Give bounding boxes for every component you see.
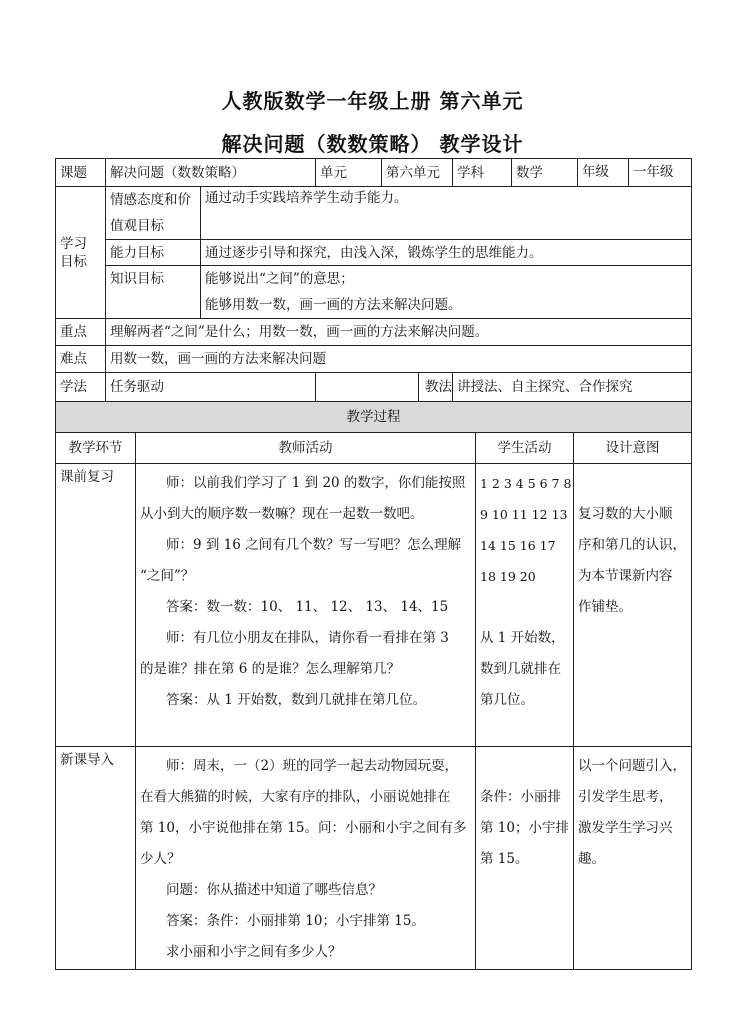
- study-method-label: 学法: [56, 373, 106, 402]
- review-row: [56, 464, 692, 747]
- intent-line: 为本节课新内容: [578, 568, 673, 584]
- methods-row: [56, 373, 692, 402]
- teacher-line: 答案：条件：小丽排第 10；小宇排第 15。: [166, 913, 425, 929]
- emotion-label-line2: 值观目标: [110, 218, 164, 234]
- info-table: [55, 158, 692, 402]
- teacher-line: 求小丽和小宇之间有多少人？: [166, 944, 342, 960]
- student-line: 18 19 20: [480, 569, 536, 584]
- student-activity-review: [476, 464, 574, 747]
- process-title-row: [56, 402, 692, 433]
- intent-line: 序和第几的认识，: [578, 537, 686, 553]
- difficulty-row: [56, 346, 692, 373]
- teacher-line: 答案：数一数：10、 11、 12、 13、 14、15: [166, 599, 449, 615]
- intent-line: 激发学生学习兴: [578, 820, 673, 836]
- emotion-label-line1: 情感态度和价: [110, 192, 191, 208]
- student-line: 数到几就排在: [480, 661, 561, 677]
- student-line: 9 10 11 12 13: [480, 507, 568, 522]
- emotion-label: [106, 187, 201, 240]
- keypoint-text: 理解两者“之间”是什么；用数一数，画一画的方法来解决问题。: [106, 319, 692, 346]
- intent-line: 趣。: [578, 851, 605, 867]
- intent-line: 作铺垫。: [578, 599, 632, 615]
- objectives-label-line1: 学习: [60, 235, 87, 252]
- header-student: 学生活动: [476, 433, 574, 464]
- student-line: 第 10；小宇排: [480, 820, 569, 836]
- topic-value: 解决问题（数数策略）: [106, 159, 316, 187]
- difficulty-text: 用数一数，画一画的方法来解决问题: [106, 346, 692, 373]
- student-line: 1 2 3 4 5 6 7 8: [480, 476, 572, 491]
- teacher-activity-review: [136, 464, 476, 747]
- stage-review: 课前复习: [56, 464, 136, 747]
- ability-text: 通过逐步引导和探究，由浅入深，锻炼学生的思维能力。: [201, 240, 692, 266]
- objectives-label-line2: 目标: [60, 253, 87, 270]
- process-title: 教学过程: [56, 402, 692, 433]
- teach-method-cell: [316, 373, 453, 402]
- ability-objective-row: [56, 240, 692, 266]
- intro-row: [56, 747, 692, 970]
- design-intent-review: [574, 464, 692, 747]
- teach-method-value: 讲授法、自主探究、合作探究: [453, 373, 692, 402]
- stage-intro: 新课导入: [56, 747, 136, 970]
- subject-label: 学科: [453, 159, 512, 187]
- teacher-activity-intro: [136, 747, 476, 970]
- teacher-line: 师：以前我们学习了 1 到 20 的数字，你们能按照: [166, 475, 466, 491]
- teacher-line: 师：有几位小朋友在排队，请你看一看排在第 3: [166, 630, 449, 646]
- emotion-objective-row: [56, 187, 692, 240]
- topic-row: [56, 159, 692, 187]
- keypoint-label: 重点: [56, 319, 106, 346]
- intent-line: 引发学生思考，: [578, 789, 673, 805]
- unit-value: 第六单元: [382, 159, 453, 187]
- knowledge-objective-row: [56, 266, 692, 319]
- student-line: 14 15 16 17: [480, 538, 556, 553]
- student-line: 从 1 开始数，: [480, 630, 565, 646]
- knowledge-label: 知识目标: [106, 266, 201, 319]
- student-line: 条件：小丽排: [480, 789, 561, 805]
- teach-method-label: 教法: [418, 373, 452, 401]
- student-activity-intro: [476, 747, 574, 970]
- process-table: [55, 401, 692, 970]
- header-teacher: 教师活动: [136, 433, 476, 464]
- student-line: [480, 751, 569, 782]
- teacher-line: 师：周末，一（2）班的同学一起去动物园玩耍，: [166, 758, 459, 774]
- document-subtitle: 解决问题（数数策略） 教学设计: [221, 132, 524, 156]
- teacher-line: “之间”？: [140, 568, 195, 584]
- header-intent: 设计意图: [574, 433, 692, 464]
- keypoint-row: [56, 319, 692, 346]
- objectives-label: [56, 187, 106, 319]
- knowledge-line1: 能够说出“之间”的意思；: [205, 271, 354, 287]
- teacher-line: 答案：从 1 开始数，数到几就排在第几位。: [166, 692, 427, 708]
- teacher-line: 师：9 到 16 之间有几个数？写一写吧？怎么理解: [166, 537, 462, 553]
- header-stage: 教学环节: [56, 433, 136, 464]
- process-header-row: [56, 433, 692, 464]
- grade-cell: [578, 159, 692, 187]
- knowledge-text: [201, 266, 692, 319]
- teacher-line: 问题：你从描述中知道了哪些信息？: [166, 882, 382, 898]
- student-line: 第几位。: [480, 692, 534, 708]
- student-line: [480, 592, 569, 623]
- teacher-line: 的是谁？排在第 6 的是谁？怎么理解第几？: [140, 661, 401, 677]
- design-intent-intro: [574, 747, 692, 970]
- emotion-text: 通过动手实践培养学生动手能力。: [201, 187, 692, 240]
- teacher-line: 在看大熊猫的时候，大家有序的排队，小丽说她排在: [140, 789, 451, 805]
- document-title: 人教版数学一年级上册 第六单元: [221, 89, 524, 113]
- teacher-line: 少人？: [140, 851, 181, 867]
- difficulty-label: 难点: [56, 346, 106, 373]
- teacher-line: 第 10，小宇说他排在第 15。问：小丽和小宇之间有多: [140, 820, 467, 836]
- grade-value: 一年级: [633, 164, 674, 180]
- topic-label: 课题: [56, 159, 106, 187]
- unit-label: 单元: [316, 159, 382, 187]
- ability-label: 能力目标: [106, 240, 201, 266]
- teacher-line: 从小到大的顺序数一数嘛？现在一起数一数吧。: [140, 506, 424, 522]
- subject-value: 数学: [512, 159, 578, 187]
- intent-line: [578, 468, 687, 499]
- grade-label: 年级: [578, 159, 629, 186]
- intent-line: 以一个问题引入，: [578, 758, 686, 774]
- student-line: 第 15。: [480, 851, 529, 867]
- knowledge-line2: 能够用数一数，画一画的方法来解决问题。: [205, 297, 462, 313]
- intent-line: 复习数的大小顺: [578, 506, 673, 522]
- study-method-value: 任务驱动: [106, 373, 316, 402]
